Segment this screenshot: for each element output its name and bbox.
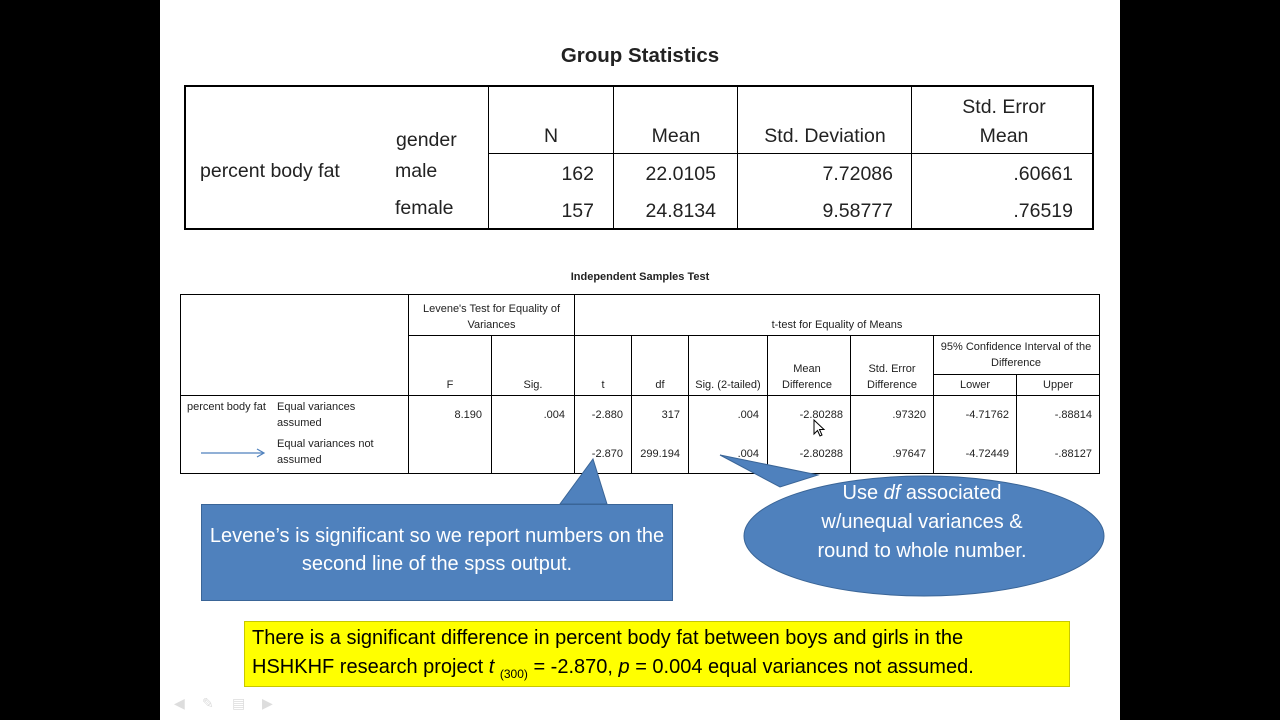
slide xyxy=(160,0,1120,720)
col-divider xyxy=(767,335,768,473)
header-std-error-1: Std. Error xyxy=(962,96,1046,118)
arrow-icon xyxy=(199,447,269,459)
col-mean-difference: Mean Difference xyxy=(782,363,832,391)
col-divider xyxy=(933,335,934,473)
header-divider xyxy=(489,153,1092,154)
col-upper: Upper xyxy=(1043,379,1073,391)
cell-lower: -4.72449 xyxy=(965,448,1009,460)
conclusion-line1: There is a significant difference in percent body fat between boys and girls in the xyxy=(252,627,964,649)
df-callout-text: Use df associated w/unequal variances & round to whole number. xyxy=(817,482,1027,562)
mouse-cursor-icon xyxy=(813,419,827,439)
group-statistics-table xyxy=(184,85,1094,230)
col-divider xyxy=(688,335,689,473)
cell-df: 299.194 xyxy=(640,448,680,460)
row-label: Equal variances not assumed xyxy=(277,438,374,466)
header-gender: gender xyxy=(396,129,457,151)
col-std-error-difference: Std. Error Difference xyxy=(867,363,917,391)
row-std-error: .60661 xyxy=(1013,163,1073,185)
row-n: 157 xyxy=(561,200,594,222)
levene-callout: Levene’s is significant so we report numbers on the second line of the spss output. xyxy=(201,504,673,601)
row-mean: 24.8134 xyxy=(645,200,716,222)
cell-upper: -.88127 xyxy=(1054,448,1092,460)
variable-label: percent body fat xyxy=(200,160,340,182)
ttest-header: t-test for Equality of Means xyxy=(771,319,903,331)
cell-mean-difference: -2.80288 xyxy=(799,409,843,421)
col-divider xyxy=(408,295,409,473)
col-divider xyxy=(631,335,632,473)
row-n: 162 xyxy=(561,163,594,185)
independent-samples-table xyxy=(180,294,1100,474)
cell-lower: -4.71762 xyxy=(965,409,1009,421)
df-italic: df xyxy=(883,482,901,504)
col-divider xyxy=(850,335,851,473)
header-mean: Mean xyxy=(651,125,701,147)
cell-sig: .004 xyxy=(543,409,565,421)
conclusion-box xyxy=(244,621,1070,687)
variable-label: percent body fat xyxy=(187,401,266,413)
independent-test-title: Independent Samples Test xyxy=(570,271,710,283)
row-mean: 22.0105 xyxy=(645,163,716,185)
col-t: t xyxy=(601,379,605,391)
col-divider xyxy=(491,335,492,473)
cell-f: 8.190 xyxy=(454,409,482,421)
ci-header: 95% Confidence Interval of the Difference xyxy=(940,341,1092,369)
col-divider xyxy=(911,87,912,228)
row-divider xyxy=(933,374,1099,375)
previous-slide-icon[interactable]: ◀ xyxy=(174,695,185,711)
col-df: df xyxy=(655,379,665,391)
col-divider xyxy=(574,295,575,473)
row-gender: female xyxy=(395,197,454,219)
col-sig: Sig. xyxy=(523,379,543,391)
col-divider xyxy=(613,87,614,228)
menu-icon[interactable]: ▤ xyxy=(232,695,246,711)
row-divider xyxy=(408,335,1099,336)
row-std-dev: 9.58777 xyxy=(822,200,893,222)
row-label: Equal variances assumed xyxy=(277,401,356,429)
cell-std-error-difference: .97647 xyxy=(892,448,926,460)
cell-mean-difference: -2.80288 xyxy=(799,448,843,460)
row-gender: male xyxy=(395,160,438,182)
col-divider xyxy=(1016,374,1017,473)
conclusion-line2: HSHKHF research project t $_{(300)}$ = -2.870, p = 0.004 equal variances not assumed. xyxy=(252,656,974,681)
cell-sig-2tailed: .004 xyxy=(737,409,759,421)
col-sig-2tailed: Sig. (2-tailed) xyxy=(695,379,761,391)
col-lower: Lower xyxy=(960,379,990,391)
col-f: F xyxy=(446,379,454,391)
col-divider xyxy=(488,87,489,228)
cell-upper: -.88814 xyxy=(1054,409,1092,421)
row-std-dev: 7.72086 xyxy=(822,163,893,185)
cell-sig-2tailed: .004 xyxy=(737,448,759,460)
cell-t: -2.870 xyxy=(591,448,623,460)
cell-t: -2.880 xyxy=(591,409,623,421)
col-divider xyxy=(737,87,738,228)
header-n: N xyxy=(543,125,559,147)
header-std-deviation: Std. Deviation xyxy=(764,125,886,147)
header-std-error-2: Mean xyxy=(979,125,1029,147)
pen-icon[interactable]: ✎ xyxy=(202,695,214,711)
levene-header: Levene's Test for Equality of Variances xyxy=(422,303,561,331)
next-slide-icon[interactable]: ▶ xyxy=(262,695,273,711)
group-statistics-title: Group Statistics xyxy=(560,44,720,67)
cell-std-error-difference: .97320 xyxy=(892,409,926,421)
row-std-error: .76519 xyxy=(1013,200,1073,222)
cell-df: 317 xyxy=(661,409,680,421)
row-divider xyxy=(181,395,1099,396)
